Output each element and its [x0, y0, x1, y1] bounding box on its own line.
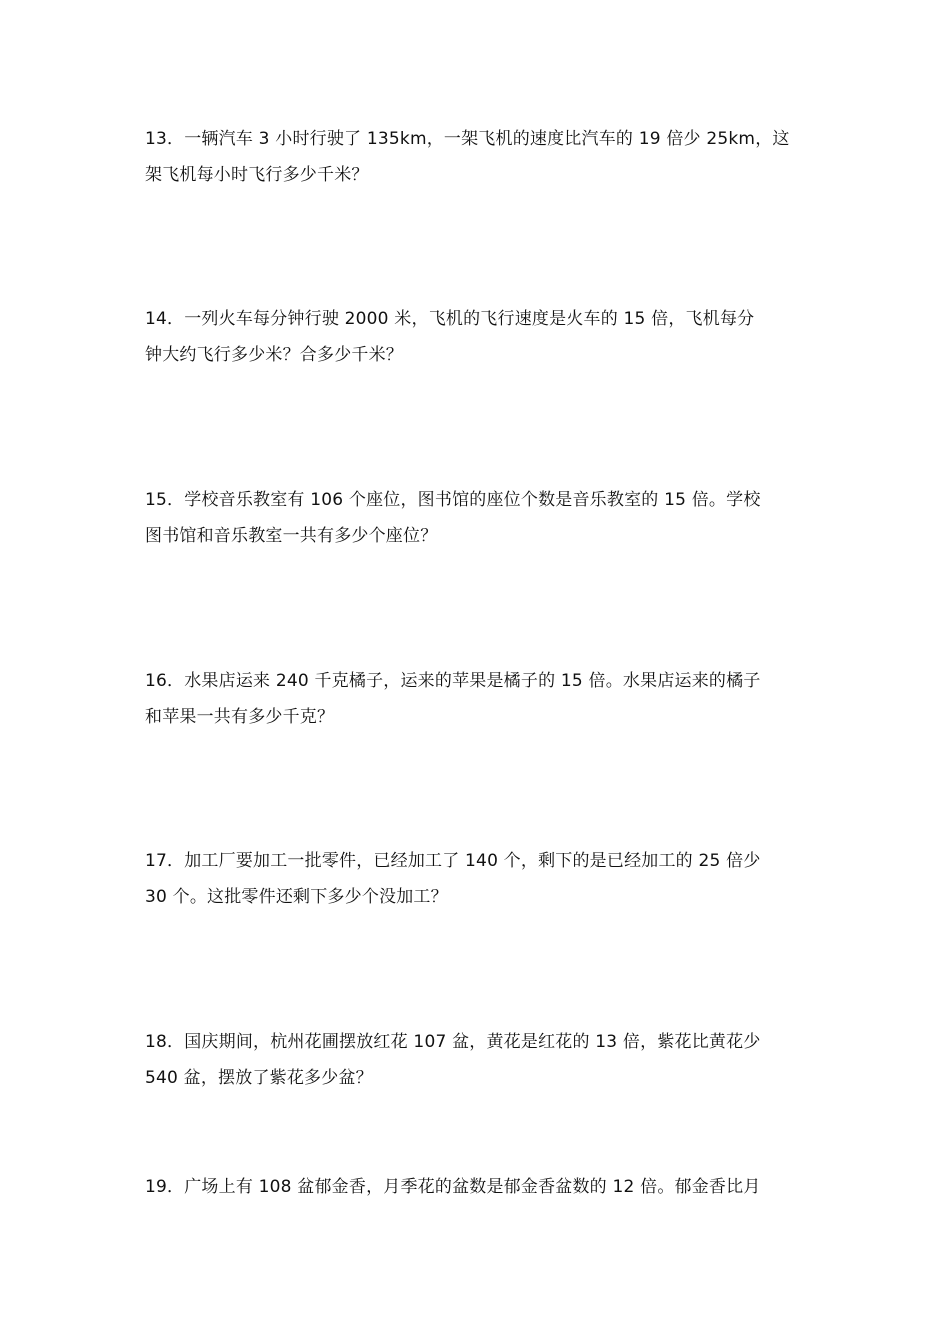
problem-15 [145, 482, 805, 554]
problem-18-line-1: 18．国庆期间，杭州花圃摆放红花 107 盆，黄花是红花的 13 倍，紫花比黄花少 [145, 1032, 761, 1052]
problem-14-line-1: 14．一列火车每分钟行驶 2000 米，飞机的飞行速度是火车的 15 倍，飞机每分 [145, 309, 755, 329]
problem-16-line-1: 16．水果店运来 240 千克橘子，运来的苹果是橘子的 15 倍。水果店运来的橘子 [145, 671, 761, 691]
problem-16 [145, 663, 805, 735]
problem-15-line-2: 图书馆和音乐教室一共有多少个座位？ [145, 526, 438, 546]
problem-18-line-2: 540 盆，摆放了紫花多少盆？ [145, 1068, 373, 1088]
problem-16-line-2: 和苹果一共有多少千克？ [145, 707, 335, 727]
problem-19-line-1: 19．广场上有 108 盆郁金香，月季花的盆数是郁金香盆数的 12 倍。郁金香比月 [145, 1177, 761, 1197]
problem-17-line-2: 30 个。这批零件还剩下多少个没加工？ [145, 887, 448, 907]
problem-13-line-2: 架飞机每小时飞行多少千米？ [145, 165, 369, 185]
problem-17-line-1: 17．加工厂要加工一批零件，已经加工了 140 个，剩下的是已经加工的 25 倍少 [145, 851, 761, 871]
problem-17 [145, 843, 805, 915]
problem-14-line-2: 钟大约飞行多少米？合多少千米？ [145, 345, 403, 365]
problem-13-line-1: 13．一辆汽车 3 小时行驶了 135km，一架飞机的速度比汽车的 19 倍少 25km，这 [145, 129, 790, 149]
problem-18 [145, 1024, 805, 1096]
problem-19 [145, 1169, 805, 1205]
problem-13 [145, 121, 805, 193]
problem-15-line-1: 15．学校音乐教室有 106 个座位，图书馆的座位个数是音乐教室的 15 倍。学校 [145, 490, 761, 510]
problem-14 [145, 301, 805, 373]
